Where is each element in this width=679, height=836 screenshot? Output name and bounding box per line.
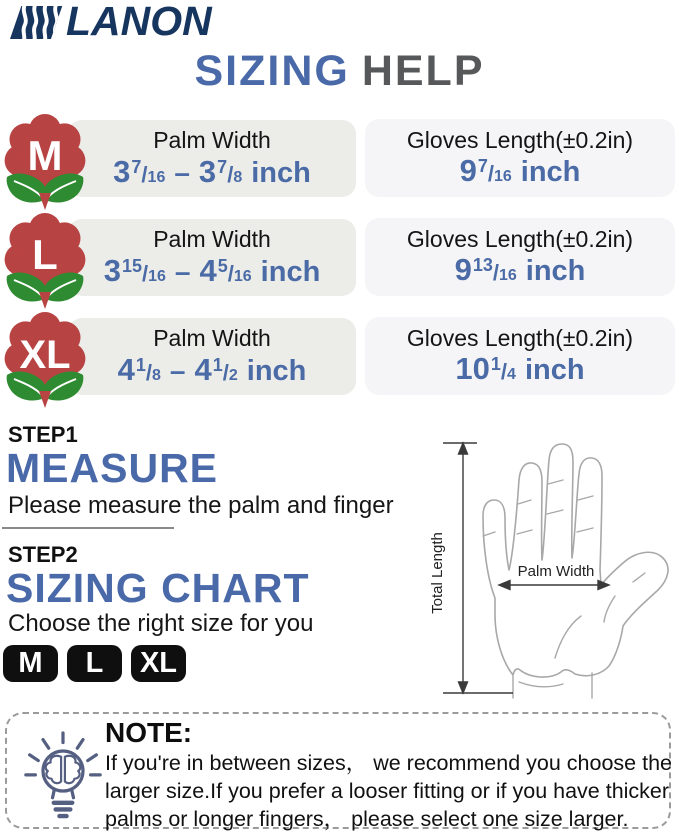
page-title [0,47,679,95]
note-box [5,712,671,829]
brand-name: LANON [66,0,212,44]
gloves-length-label: Gloves Length(±0.2in) [406,126,634,153]
step2-title: SIZING CHART [6,565,310,611]
note-line: If you're in between sizes， we recommend you choose the [105,750,672,775]
note-heading: NOTE: [105,717,193,748]
gloves-length-value: $9^{13}/16$ inch [454,252,586,288]
palm-width-diagram-label: Palm Width [517,563,595,580]
size-badge-l: L [67,645,122,682]
page-title-primary: SIZING [194,47,350,95]
size-badge-m: M [3,645,58,682]
size-row-m [0,113,679,211]
step1-title: MEASURE [6,445,219,491]
palm-width-panel [68,120,356,197]
step1-subtitle: Please measure the palm and finger [8,492,394,519]
palm-width-value: $3^7/16 - 3^7/8$ inch [113,153,311,189]
flower-size-icon [2,113,88,211]
step1-label: STEP1 [8,422,78,447]
palm-width-label: Palm Width [153,226,271,253]
size-letter: XL [19,333,71,377]
gloves-length-value: $9^7/16$ inch [459,153,581,189]
note-line: palms or longer fingers， please select one size larger. [105,806,629,831]
page-title-secondary: HELP [361,47,485,95]
palm-width-label: Palm Width [153,325,271,352]
gloves-length-value: $10^1/4$ inch [455,351,585,387]
hand-measurement-diagram [425,430,675,702]
gloves-length-label: Gloves Length(±0.2in) [406,324,634,351]
flower-size-icon [2,311,88,409]
tire-tread-icon [10,4,64,41]
hand-outline-icon [483,444,668,677]
section-divider [2,527,174,529]
brand-logo [10,1,212,42]
size-row-xl [0,311,679,409]
size-letter: M [27,132,63,179]
gloves-length-panel [365,119,675,197]
palm-width-panel [68,219,356,296]
note-line: larger size.If you prefer a looser fitting or if you have thicker [105,778,670,803]
palm-width-panel [68,318,356,395]
gloves-length-panel [365,218,675,296]
step2-label: STEP2 [8,542,78,567]
size-badges [3,645,186,682]
size-row-l [0,212,679,310]
flower-size-icon [2,212,88,310]
gloves-length-label: Gloves Length(±0.2in) [406,225,634,252]
gloves-length-panel [365,317,675,395]
lightbulb-brain-icon [23,722,103,822]
palm-width-value: $3^{15}/16 - 4^5/16$ inch [103,252,321,288]
palm-width-value: $4^1/8 - 4^1/2$ inch [117,351,307,387]
total-length-diagram-label: Total Length [429,532,446,614]
size-badge-xl: XL [131,645,186,682]
step2-subtitle: Choose the right size for you [8,610,314,637]
note-content [105,716,672,833]
palm-width-label: Palm Width [153,127,271,154]
size-letter: L [32,231,58,278]
